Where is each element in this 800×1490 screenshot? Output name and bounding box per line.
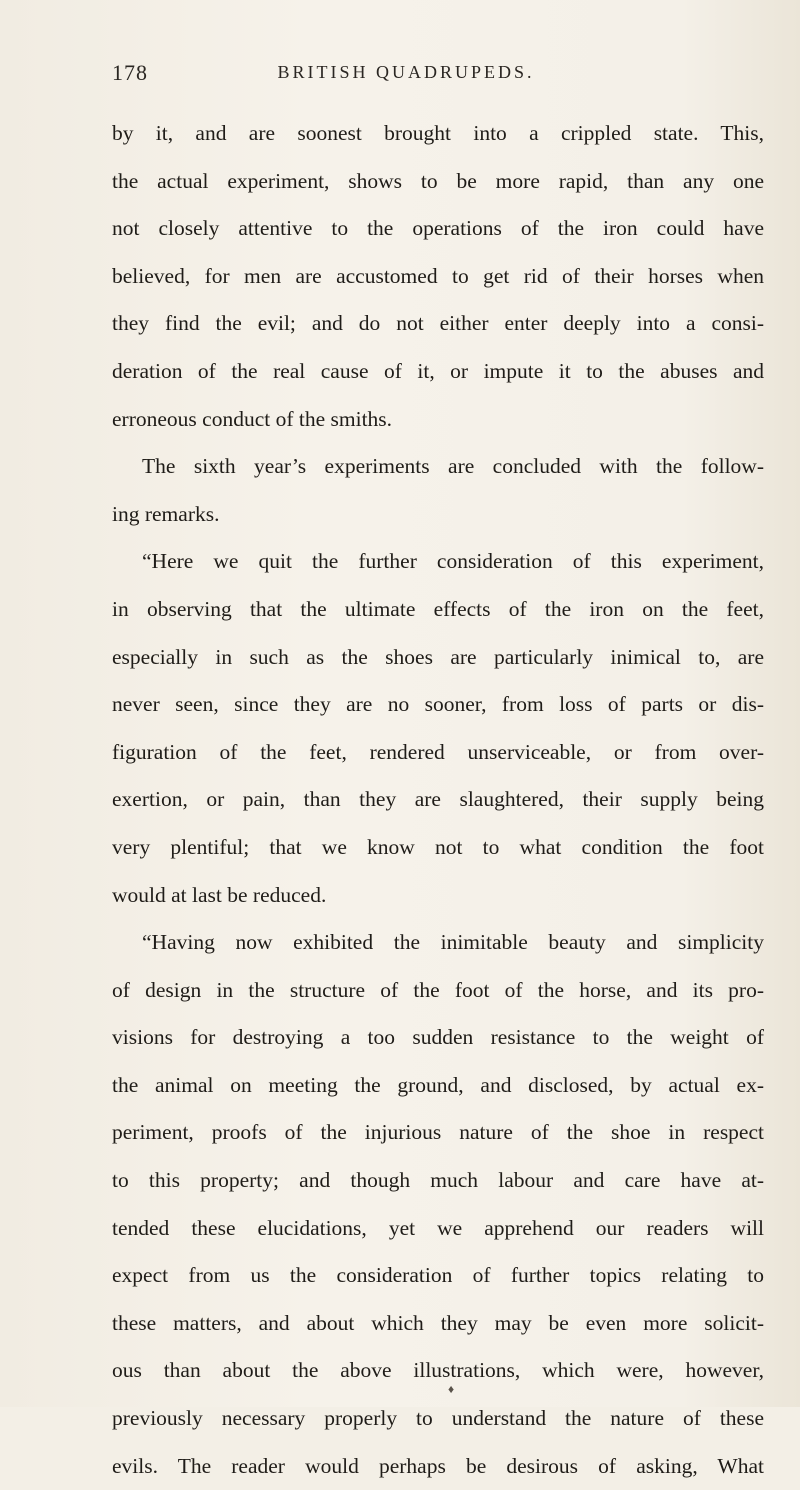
text-line: the animal on meeting the ground, and disclosed, by actual ex-	[112, 1072, 764, 1097]
text-line: deration of the real cause of it, or impute it to the abuses and	[112, 358, 764, 383]
text-line: would at last be reduced.	[112, 882, 327, 907]
text-line: of design in the structure of the foot of the horse, and its pro-	[112, 977, 764, 1002]
text-line: believed, for men are accustomed to get rid of their horses when	[112, 263, 764, 288]
text-line: periment, proofs of the injurious nature of the shoe in respect	[112, 1120, 764, 1145]
text-line: “Here we quit the further consideration of this experiment,	[142, 549, 764, 574]
body-text	[112, 110, 764, 1490]
text-line: previously necessary properly to understand the nature of these	[112, 1406, 764, 1431]
page-number: 178	[112, 60, 148, 85]
text-line: exertion, or pain, than they are slaughtered, their supply being	[112, 787, 764, 812]
text-line: not closely attentive to the operations of the iron could have	[112, 216, 764, 241]
text-line: ous than about the above illustrations, which were, however,	[112, 1358, 764, 1383]
text-line: never seen, since they are no sooner, from loss of parts or dis-	[112, 692, 764, 717]
text-line: erroneous conduct of the smiths.	[112, 406, 393, 431]
text-line: these matters, and about which they may be even more solicit-	[112, 1310, 764, 1335]
text-line: expect from us the consideration of further topics relating to	[112, 1263, 764, 1288]
text-line: especially in such as the shoes are particularly inimical to, are	[112, 644, 764, 669]
text-line: tended these elucidations, yet we apprehend our readers will	[112, 1215, 764, 1240]
text-line: in observing that the ultimate effects of the iron on the feet,	[112, 596, 764, 621]
text-line: the actual experiment, shows to be more rapid, than any one	[112, 168, 764, 193]
text-block	[112, 110, 764, 1490]
text-line: “Having now exhibited the inimitable beauty and simplicity	[142, 930, 764, 955]
text-line: evils. The reader would perhaps be desirous of asking, What	[112, 1453, 764, 1478]
text-line: very plentiful; that we know not to what condition the foot	[112, 834, 764, 859]
running-head	[112, 60, 760, 90]
text-line: to this property; and though much labour and care have at-	[112, 1168, 764, 1193]
text-line: visions for destroying a too sudden resistance to the weight of	[112, 1025, 764, 1050]
text-line: figuration of the feet, rendered unserviceable, or from over-	[112, 739, 764, 764]
text-line: The sixth year’s experiments are concluded with the follow-	[142, 454, 764, 479]
text-line: they find the evil; and do not either enter deeply into a consi-	[112, 311, 764, 336]
ornament-mark: ♦	[448, 1382, 455, 1396]
text-line: ing remarks.	[112, 501, 220, 526]
running-title: BRITISH QUADRUPEDS.	[277, 62, 535, 82]
text-line: by it, and are soonest brought into a crippled state. This,	[112, 121, 764, 145]
